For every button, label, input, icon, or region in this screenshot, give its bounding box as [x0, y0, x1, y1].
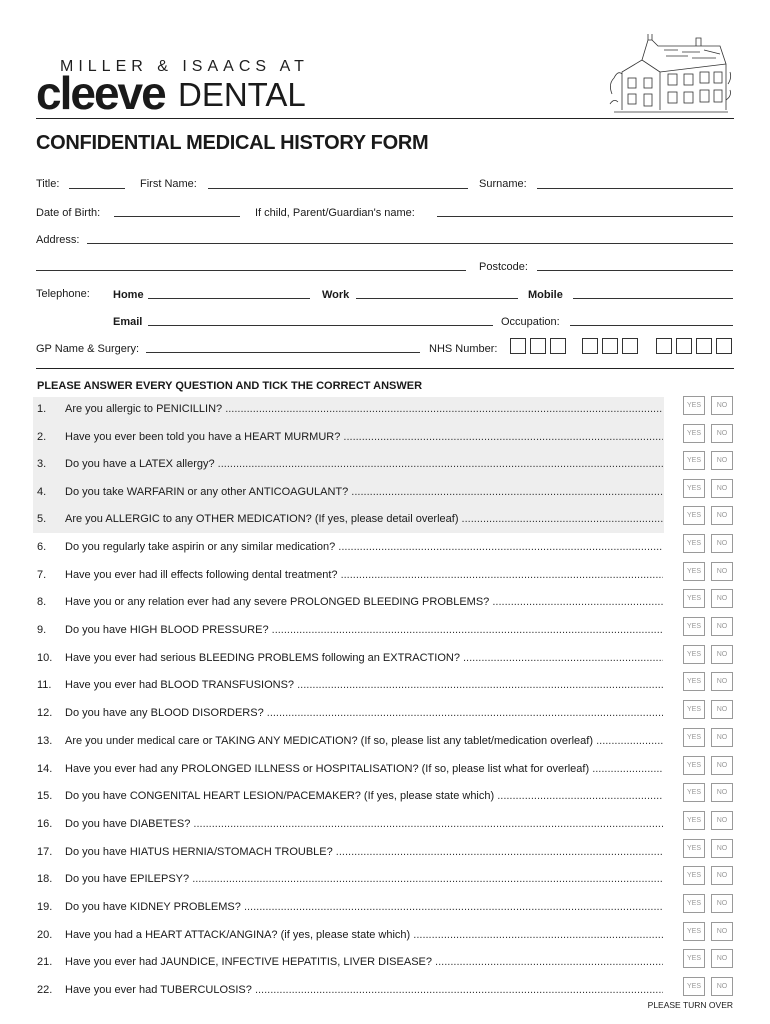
- question-row: [37, 704, 663, 724]
- address-input-line-1[interactable]: [87, 243, 733, 244]
- yes-checkbox[interactable]: YES: [683, 756, 705, 775]
- telephone-label: Telephone:: [36, 288, 90, 300]
- yes-checkbox[interactable]: YES: [683, 534, 705, 553]
- no-checkbox[interactable]: NO: [711, 894, 733, 913]
- yes-checkbox[interactable]: YES: [683, 977, 705, 996]
- first-name-input[interactable]: [208, 188, 468, 189]
- no-checkbox[interactable]: NO: [711, 424, 733, 443]
- nhs-digit-box[interactable]: [550, 338, 566, 354]
- please-turn-over-note: PLEASE TURN OVER: [647, 1000, 733, 1010]
- question-text: Have you ever had BLOOD TRANSFUSIONS? .....: [65, 679, 663, 691]
- logo-suffix: DENTAL: [178, 76, 306, 113]
- question-row: [37, 621, 663, 641]
- nhs-label: NHS Number:: [429, 343, 498, 355]
- question-row: [37, 981, 663, 1001]
- question-number: 4.: [37, 486, 47, 498]
- no-checkbox[interactable]: NO: [711, 783, 733, 802]
- no-checkbox[interactable]: NO: [711, 866, 733, 885]
- mobile-phone-input[interactable]: [573, 298, 733, 299]
- question-row: [37, 566, 663, 586]
- question-text: Do you have HIATUS HERNIA/STOMACH TROUBLE? .....: [65, 846, 663, 858]
- question-text: Do you have KIDNEY PROBLEMS? .....: [65, 901, 663, 913]
- instruction-heading: PLEASE ANSWER EVERY QUESTION AND TICK THE CORRECT ANSWER: [37, 380, 423, 392]
- yes-checkbox[interactable]: YES: [683, 562, 705, 581]
- no-checkbox[interactable]: NO: [711, 672, 733, 691]
- question-number: 1.: [37, 403, 47, 415]
- postcode-input[interactable]: [537, 270, 733, 271]
- nhs-digit-box[interactable]: [510, 338, 526, 354]
- email-input[interactable]: [148, 325, 493, 326]
- question-number: 18.: [37, 873, 53, 885]
- form-title: CONFIDENTIAL MEDICAL HISTORY FORM: [36, 132, 429, 154]
- occupation-input[interactable]: [570, 325, 733, 326]
- yes-checkbox[interactable]: YES: [683, 866, 705, 885]
- guardian-input[interactable]: [437, 216, 733, 217]
- question-number: 10.: [37, 652, 53, 664]
- surname-input[interactable]: [537, 188, 733, 189]
- question-number: 17.: [37, 846, 53, 858]
- no-checkbox[interactable]: NO: [711, 479, 733, 498]
- building-illustration: [608, 34, 734, 116]
- yes-checkbox[interactable]: YES: [683, 894, 705, 913]
- logo-name: cleeve: [36, 67, 165, 119]
- yes-checkbox[interactable]: YES: [683, 839, 705, 858]
- no-checkbox[interactable]: NO: [711, 534, 733, 553]
- question-text: Have you ever had ill effects following dental treatment? .....: [65, 569, 663, 581]
- question-number: 13.: [37, 735, 53, 747]
- question-row: [37, 898, 663, 918]
- question-row: [37, 760, 663, 780]
- question-number: 5.: [37, 513, 47, 525]
- nhs-digit-box[interactable]: [676, 338, 692, 354]
- question-number: 6.: [37, 541, 47, 553]
- gp-label: GP Name & Surgery:: [36, 343, 140, 355]
- nhs-digit-box[interactable]: [656, 338, 672, 354]
- yes-checkbox[interactable]: YES: [683, 506, 705, 525]
- email-label: Email: [113, 316, 143, 328]
- question-text: Have you ever been told you have a HEART MURMUR? .....: [65, 431, 663, 443]
- no-checkbox[interactable]: NO: [711, 949, 733, 968]
- address-input-line-2[interactable]: [36, 270, 466, 271]
- address-label: Address:: [36, 234, 80, 246]
- question-text: Have you or any relation ever had any severe PROLONGED BLEEDING PROBLEMS? .....: [65, 596, 663, 608]
- yes-checkbox[interactable]: YES: [683, 424, 705, 443]
- question-row: [37, 676, 663, 696]
- question-row: [37, 926, 663, 946]
- surname-label: Surname:: [479, 178, 527, 190]
- dob-input[interactable]: [114, 216, 240, 217]
- question-row: [37, 649, 663, 669]
- question-text: Have you ever had TUBERCULOSIS? .....: [65, 984, 663, 996]
- question-row: [37, 593, 663, 613]
- yes-checkbox[interactable]: YES: [683, 949, 705, 968]
- question-number: 14.: [37, 763, 53, 775]
- occupation-label: Occupation:: [501, 316, 560, 328]
- question-number: 20.: [37, 929, 53, 941]
- question-row: [37, 787, 663, 807]
- work-label: Work: [322, 289, 350, 301]
- dob-label: Date of Birth:: [36, 207, 101, 219]
- title-input[interactable]: [69, 188, 125, 189]
- yes-checkbox[interactable]: YES: [683, 783, 705, 802]
- nhs-digit-box[interactable]: [622, 338, 638, 354]
- question-number: 21.: [37, 956, 53, 968]
- no-checkbox[interactable]: NO: [711, 396, 733, 415]
- no-checkbox[interactable]: NO: [711, 506, 733, 525]
- question-text: Do you have any BLOOD DISORDERS? .....: [65, 707, 663, 719]
- yes-checkbox[interactable]: YES: [683, 645, 705, 664]
- question-row: [37, 428, 663, 448]
- question-text: Do you have CONGENITAL HEART LESION/PACEMAKER? (If yes, please state which) .....: [65, 790, 663, 802]
- question-text: Have you had a HEART ATTACK/ANGINA? (if yes, please state which) .....: [65, 929, 663, 941]
- question-text: Are you ALLERGIC to any OTHER MEDICATION? (If yes, please detail overleaf) .....: [65, 513, 663, 525]
- no-checkbox[interactable]: NO: [711, 617, 733, 636]
- question-text: Do you have DIABETES? .....: [65, 818, 663, 830]
- yes-checkbox[interactable]: YES: [683, 728, 705, 747]
- question-text: Do you have EPILEPSY? .....: [65, 873, 663, 885]
- no-checkbox[interactable]: NO: [711, 728, 733, 747]
- yes-checkbox[interactable]: YES: [683, 700, 705, 719]
- yes-checkbox[interactable]: YES: [683, 811, 705, 830]
- question-text: Do you regularly take aspirin or any similar medication? .....: [65, 541, 663, 553]
- yes-checkbox[interactable]: YES: [683, 451, 705, 470]
- no-checkbox[interactable]: NO: [711, 839, 733, 858]
- question-number: 19.: [37, 901, 53, 913]
- question-number: 2.: [37, 431, 47, 443]
- no-checkbox[interactable]: NO: [711, 756, 733, 775]
- question-number: 8.: [37, 596, 47, 608]
- nhs-digit-box[interactable]: [716, 338, 732, 354]
- question-text: Are you allergic to PENICILLIN? .....: [65, 403, 663, 415]
- home-label: Home: [113, 289, 144, 301]
- logo-tagline: MILLER & ISAACS AT: [60, 58, 309, 75]
- nhs-digit-box[interactable]: [530, 338, 546, 354]
- question-row: [37, 843, 663, 863]
- question-row: [37, 400, 663, 420]
- nhs-digit-box[interactable]: [696, 338, 712, 354]
- guardian-label: If child, Parent/Guardian's name:: [255, 207, 415, 219]
- question-row: [37, 815, 663, 835]
- question-row: [37, 732, 663, 752]
- work-phone-input[interactable]: [356, 298, 518, 299]
- no-checkbox[interactable]: NO: [711, 589, 733, 608]
- question-number: 15.: [37, 790, 53, 802]
- yes-checkbox[interactable]: YES: [683, 589, 705, 608]
- first-name-label: First Name:: [140, 178, 197, 190]
- question-row: [37, 455, 663, 475]
- no-checkbox[interactable]: NO: [711, 562, 733, 581]
- no-checkbox[interactable]: NO: [711, 451, 733, 470]
- question-number: 3.: [37, 458, 47, 470]
- question-text: Do you have HIGH BLOOD PRESSURE? .....: [65, 624, 663, 636]
- question-row: [37, 953, 663, 973]
- nhs-digit-box[interactable]: [602, 338, 618, 354]
- yes-checkbox[interactable]: YES: [683, 479, 705, 498]
- yes-checkbox[interactable]: YES: [683, 922, 705, 941]
- question-number: 22.: [37, 984, 53, 996]
- no-checkbox[interactable]: NO: [711, 922, 733, 941]
- question-row: [37, 538, 663, 558]
- question-text: Do you have a LATEX allergy? .....: [65, 458, 663, 470]
- question-row: [37, 510, 663, 530]
- no-checkbox[interactable]: NO: [711, 645, 733, 664]
- yes-checkbox[interactable]: YES: [683, 617, 705, 636]
- question-number: 7.: [37, 569, 47, 581]
- question-number: 11.: [37, 679, 52, 691]
- question-text: Do you take WARFARIN or any other ANTICOAGULANT? .....: [65, 486, 663, 498]
- title-label: Title:: [36, 178, 60, 190]
- question-row: [37, 483, 663, 503]
- yes-checkbox[interactable]: YES: [683, 672, 705, 691]
- question-text: Are you under medical care or TAKING ANY MEDICATION? (If so, please list any tablet/medication overleaf) .....: [65, 735, 663, 747]
- no-checkbox[interactable]: NO: [711, 977, 733, 996]
- question-number: 12.: [37, 707, 53, 719]
- question-number: 9.: [37, 624, 47, 636]
- gp-input[interactable]: [146, 352, 420, 353]
- question-text: Have you ever had serious BLEEDING PROBLEMS following an EXTRACTION? .....: [65, 652, 663, 664]
- question-row: [37, 870, 663, 890]
- postcode-label: Postcode:: [479, 261, 528, 273]
- mobile-label: Mobile: [528, 289, 563, 301]
- nhs-digit-box[interactable]: [582, 338, 598, 354]
- question-text: Have you ever had JAUNDICE, INFECTIVE HEPATITIS, LIVER DISEASE? .....: [65, 956, 663, 968]
- home-phone-input[interactable]: [148, 298, 310, 299]
- question-number: 16.: [37, 818, 53, 830]
- no-checkbox[interactable]: NO: [711, 700, 733, 719]
- no-checkbox[interactable]: NO: [711, 811, 733, 830]
- yes-checkbox[interactable]: YES: [683, 396, 705, 415]
- question-text: Have you ever had any PROLONGED ILLNESS or HOSPITALISATION? (If so, please list what for overleaf) .....: [65, 763, 663, 775]
